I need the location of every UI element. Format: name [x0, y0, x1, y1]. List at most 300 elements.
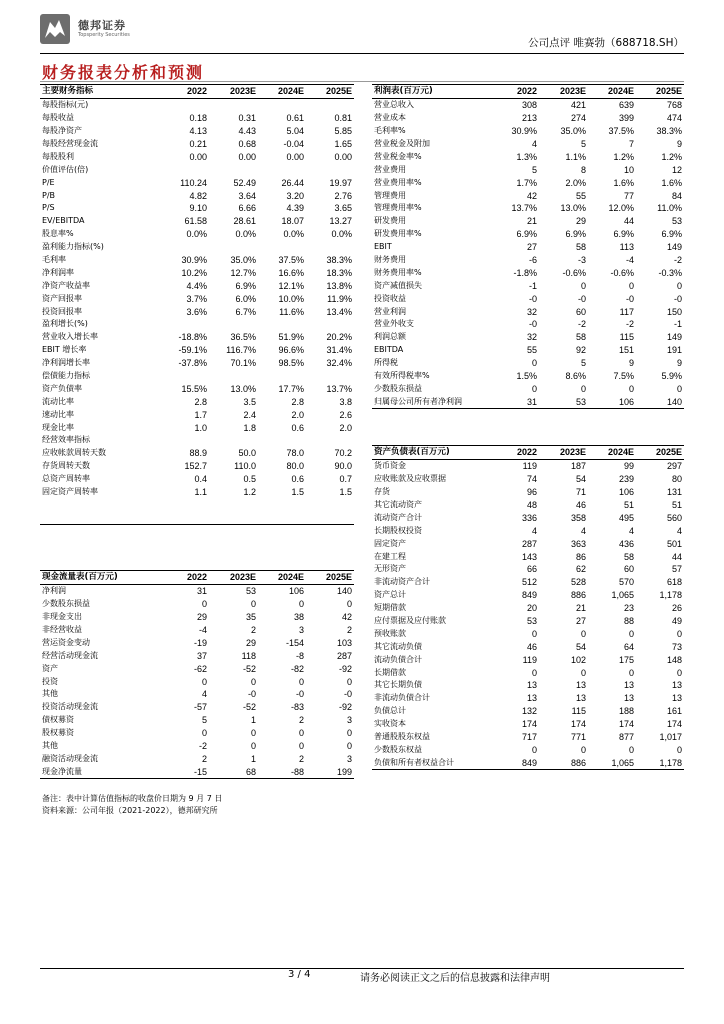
cell-value: 12: [671, 164, 682, 175]
row-label: 现金净流量: [40, 765, 160, 778]
row-label: 所得税: [374, 358, 398, 368]
cell-value: 3.20: [286, 190, 304, 201]
cell-value: 1: [250, 715, 256, 726]
cell-value: 0: [580, 280, 586, 291]
table-row: [372, 537, 684, 550]
cell-value: 35: [245, 612, 256, 623]
cell-value: -4: [625, 255, 634, 266]
cell-value: 0: [346, 728, 352, 739]
row-label: 非现金支出: [42, 612, 82, 622]
table-header-row: [40, 571, 354, 585]
cell-value: 1.1%: [565, 151, 586, 162]
cell-value: 11.0%: [657, 203, 682, 214]
row-label: P/E: [42, 177, 55, 187]
cell-value: 0.00: [286, 151, 304, 162]
cell-value: 2.4: [243, 409, 256, 420]
cell-value: [306, 511, 354, 524]
row-label: 无形资产: [374, 564, 406, 574]
cell-value: [209, 499, 258, 512]
cell-value: 6.9%: [661, 229, 682, 240]
cell-value: 2.8: [291, 396, 304, 407]
row-label: 财务费用: [374, 255, 406, 265]
cell-value: 26: [671, 603, 682, 614]
cell-value: 4.43: [238, 126, 256, 137]
row-label: 预收账款: [374, 628, 406, 638]
cell-value: 8: [580, 164, 586, 175]
cell-value: 336: [521, 512, 537, 523]
cell-value: 0: [250, 599, 256, 610]
cell-value: 71: [575, 487, 586, 498]
cell-value: [209, 318, 258, 331]
year-header: 2022: [160, 571, 209, 585]
row-label: 流动比率: [42, 396, 74, 406]
cell-value: 61.58: [184, 216, 207, 227]
table-row: [372, 357, 684, 370]
cell-value: 51.9%: [278, 332, 304, 343]
row-label: [40, 511, 160, 524]
cell-value: 0: [676, 744, 682, 755]
row-label: 经营活动现金流: [42, 650, 98, 660]
cell-value: -52: [242, 702, 256, 713]
table-row: [372, 318, 684, 331]
cell-value: [306, 434, 354, 447]
cell-value: 512: [521, 577, 537, 588]
row-label: 研发费用: [374, 216, 406, 226]
cell-value: 37: [196, 650, 207, 661]
note-line: 备注：表中计算估值指标的收盘价日期为 9 月 7 日: [42, 794, 223, 803]
table-row: [372, 692, 684, 705]
row-label: 盈利能力指标(%): [42, 242, 104, 252]
table-row: [372, 150, 684, 163]
row-label: [40, 499, 160, 512]
table-header-row: [372, 446, 684, 460]
year-header: 2022: [490, 446, 539, 460]
year-header: 2024E: [588, 85, 636, 99]
row-label: 管理费用率%: [374, 203, 422, 213]
cell-value: 88: [623, 616, 634, 627]
table-row: [40, 266, 354, 279]
table-row: [372, 550, 684, 563]
table-row: [40, 241, 354, 254]
cell-value: 0.61: [286, 113, 304, 124]
report-header: 公司点评 唯赛勃（688718.SH）: [528, 37, 684, 49]
cell-value: [160, 241, 209, 254]
row-label: 营业外收支: [374, 319, 414, 329]
row-label: 毛利率%: [374, 126, 406, 136]
cell-value: 11.9%: [327, 293, 352, 304]
cell-value: 1.6%: [613, 177, 634, 188]
cell-value: 0: [580, 667, 586, 678]
cell-value: 140: [636, 395, 684, 408]
row-label: 其它长期负债: [374, 680, 422, 690]
cell-value: 0.00: [238, 151, 256, 162]
row-label: 其它流动资产: [374, 500, 422, 509]
cell-value: 213: [521, 113, 537, 124]
cell-value: 42: [341, 612, 352, 623]
table-row: [40, 434, 354, 447]
row-label: 营业利润: [374, 306, 406, 316]
cell-value: 399: [618, 113, 634, 124]
cell-value: 29: [245, 637, 256, 648]
row-label: 营业税金及附加: [374, 139, 430, 148]
cell-value: 151: [618, 345, 634, 356]
year-header: 2024E: [258, 571, 306, 585]
cell-value: 274: [570, 113, 586, 124]
cell-value: 0: [628, 628, 634, 639]
table-row: [40, 765, 354, 778]
page-title: 财务报表分析和预测: [42, 63, 205, 82]
company-name-cn: 德邦证券: [78, 19, 126, 32]
cell-value: 21: [575, 603, 586, 614]
cell-value: 8.6%: [565, 371, 586, 382]
row-label: 资产负债率: [42, 383, 82, 393]
table-row: [372, 228, 684, 241]
cell-value: 13: [526, 680, 537, 691]
cell-value: 148: [666, 654, 682, 665]
page-number: 3 / 4: [288, 969, 311, 980]
row-label: 资产回报率: [42, 293, 82, 303]
cell-value: 886: [539, 756, 588, 769]
row-label: 非流动负债合计: [374, 693, 430, 703]
row-label: 净利润: [42, 586, 66, 596]
cell-value: 2: [298, 715, 304, 726]
table-row: [40, 675, 354, 688]
year-header: 2024E: [258, 85, 306, 99]
table-title: 现金流量表(百万元): [40, 571, 160, 585]
cell-value: -2: [673, 255, 682, 266]
cell-value: 10.0%: [278, 293, 304, 304]
cell-value: 46: [575, 500, 586, 510]
cell-value: 0: [298, 599, 304, 610]
cell-value: 877: [618, 732, 634, 743]
cell-value: 1.6%: [661, 177, 682, 188]
cell-value: 174: [521, 719, 537, 730]
row-label: 短期借款: [374, 603, 406, 613]
cell-value: 849: [490, 756, 539, 769]
cell-value: -2: [198, 741, 207, 752]
row-label: 营业总收入: [374, 100, 414, 110]
cell-value: 96.6%: [278, 345, 304, 356]
table-row: [372, 486, 684, 499]
cell-value: 2: [201, 753, 207, 764]
cell-value: 1.2%: [613, 151, 634, 162]
cell-value: -0.6%: [562, 267, 586, 278]
row-label: 营运资金变动: [42, 637, 90, 647]
cell-value: 13: [526, 693, 537, 704]
row-label: 营业税金率%: [374, 151, 422, 161]
cell-value: 175: [618, 654, 634, 665]
company-logo: [40, 14, 170, 44]
table-header-row: [372, 85, 684, 99]
cell-value: -19: [193, 637, 207, 648]
cell-value: [160, 98, 209, 111]
table-row: [40, 228, 354, 241]
cell-value: -6: [528, 255, 537, 266]
table-row: [372, 576, 684, 589]
cell-value: 2.0%: [565, 177, 586, 188]
cell-value: -88: [258, 765, 306, 778]
cell-value: -0.6%: [610, 267, 634, 278]
cell-value: 2.8: [194, 396, 207, 407]
cell-value: 1.5: [339, 487, 352, 498]
cell-value: [160, 511, 209, 524]
cell-value: 436: [618, 538, 634, 549]
cell-value: 3.6%: [186, 306, 207, 317]
cell-value: 15.5%: [181, 383, 207, 394]
cell-value: [258, 318, 306, 331]
company-name-en: Topsperity Securities: [78, 32, 130, 38]
table-row: [372, 459, 684, 472]
year-header: 2022: [490, 85, 539, 99]
table-row: [372, 138, 684, 151]
cell-value: 6.66: [238, 203, 256, 214]
row-label: 每股指标(元): [42, 100, 89, 110]
cell-value: 1.0: [194, 422, 207, 433]
cell-value: 10.2%: [181, 267, 207, 278]
row-label: 价值评估(倍): [42, 164, 89, 174]
cell-value: 3.8: [339, 396, 352, 407]
row-label: 货币资金: [374, 461, 406, 471]
cell-value: 118: [241, 650, 256, 661]
cell-value: 57: [671, 564, 682, 575]
row-label: 其他: [42, 741, 58, 751]
cell-value: [160, 434, 209, 447]
table-row: [372, 125, 684, 138]
financial-indicators-table: [40, 84, 354, 525]
row-label: 股息率%: [42, 229, 74, 239]
row-label: 经营效率指标: [42, 435, 90, 445]
cell-value: 358: [570, 512, 586, 523]
cell-value: 106: [618, 487, 634, 498]
cell-value: 2.76: [334, 190, 352, 201]
cell-value: 44: [671, 551, 682, 562]
cell-value: 132: [521, 706, 537, 717]
cell-value: 4: [628, 525, 634, 536]
cell-value: 0: [580, 744, 586, 755]
table-row: [372, 679, 684, 692]
row-label: 应收帐款周转天数: [42, 448, 106, 458]
cell-value: 3: [298, 625, 304, 635]
table-row: [40, 662, 354, 675]
cell-value: 0: [531, 744, 537, 755]
cell-value: 13.0%: [230, 383, 256, 394]
cell-value: -0: [625, 293, 634, 304]
cell-value: -3: [577, 255, 586, 266]
cell-value: [160, 370, 209, 383]
cell-value: -82: [290, 663, 304, 674]
table-row: [40, 584, 354, 597]
cell-value: [160, 499, 209, 512]
cell-value: 0: [531, 383, 537, 394]
cell-value: 0.18: [189, 113, 207, 124]
cell-value: 1.5%: [516, 371, 537, 382]
cash-flow-table: [40, 570, 354, 779]
cell-value: [209, 511, 258, 524]
source-line: 资料来源：公司年报（2021-2022），德邦研究所: [42, 806, 218, 815]
cell-value: 119: [522, 654, 537, 665]
cell-value: 9: [676, 358, 682, 369]
cell-value: 0: [628, 744, 634, 755]
cell-value: -0: [528, 319, 537, 330]
row-label: 毛利率: [42, 255, 66, 265]
cell-value: 96: [526, 487, 537, 498]
cell-value: 0: [346, 741, 352, 752]
table-row: [372, 279, 684, 292]
cell-value: 1,017: [659, 732, 682, 743]
cell-value: 1.8: [243, 422, 256, 433]
cell-value: 13: [623, 680, 634, 691]
cell-value: 13: [575, 693, 586, 704]
row-label: EBIT: [374, 242, 392, 252]
cell-value: 19.97: [329, 177, 352, 188]
row-label: 研发费用率%: [374, 229, 422, 239]
row-label: 总资产周转率: [42, 474, 90, 484]
cell-value: 4: [676, 525, 682, 536]
cell-value: [160, 318, 209, 331]
table-row: [40, 714, 354, 727]
cell-value: 0.0%: [186, 229, 207, 240]
cell-value: 149: [666, 332, 682, 343]
cell-value: 1.5: [291, 487, 304, 498]
cell-value: 115: [571, 706, 586, 717]
cell-value: 70.2: [334, 448, 352, 459]
cell-value: 187: [570, 461, 586, 472]
cell-value: 0: [250, 741, 256, 752]
cell-value: 42: [526, 190, 537, 201]
cell-value: -57: [193, 702, 207, 713]
cell-value: -154: [285, 637, 304, 648]
cell-value: 149: [666, 242, 682, 253]
table-row: [372, 266, 684, 279]
table-row: [372, 176, 684, 189]
table-row: [372, 524, 684, 537]
row-label: 每股收益: [42, 113, 74, 123]
row-label: 其它流动负债: [374, 641, 422, 651]
cell-value: 287: [336, 650, 352, 661]
cell-value: 0: [346, 676, 352, 687]
cell-value: 4.82: [189, 190, 207, 201]
company-logo-icon: [40, 14, 70, 44]
cell-value: -92: [338, 663, 352, 674]
cell-value: 3: [346, 715, 352, 726]
cell-value: 0.00: [334, 151, 352, 162]
cell-value: 5: [580, 358, 586, 369]
cell-value: 113: [619, 242, 634, 253]
row-label: 长期股权投资: [374, 525, 422, 535]
table-row: [372, 163, 684, 176]
cell-value: 29: [196, 612, 207, 623]
cell-value: 239: [618, 474, 634, 485]
cell-value: 174: [666, 719, 682, 730]
cell-value: 12.1%: [278, 280, 304, 291]
table-row: [372, 254, 684, 267]
cell-value: 30.9%: [511, 126, 537, 137]
row-label: 固定资产: [374, 538, 406, 548]
balance-sheet-table: [372, 445, 684, 770]
title-divider: [40, 81, 684, 82]
row-label: 应收账款及应收票据: [374, 474, 446, 484]
cell-value: 48: [526, 500, 537, 510]
cell-value: 52.49: [233, 177, 256, 188]
cell-value: 886: [570, 590, 586, 601]
cell-value: 88.9: [189, 448, 207, 459]
cell-value: 74: [526, 474, 537, 485]
cell-value: 27: [526, 242, 537, 253]
cell-value: 0.81: [334, 113, 352, 124]
cell-value: 37.5%: [608, 126, 634, 137]
cell-value: 53: [526, 616, 537, 627]
cell-value: 0.68: [238, 139, 256, 149]
table-row: [40, 511, 354, 524]
row-label: 每股股利: [42, 151, 74, 161]
table-row: [372, 705, 684, 718]
row-label: 少数股东权益: [374, 744, 422, 754]
cell-value: 16.6%: [278, 267, 304, 278]
row-label: EBITDA: [374, 345, 404, 355]
cell-value: [209, 163, 258, 176]
cell-value: 5: [531, 164, 537, 175]
table-row: [40, 740, 354, 753]
cell-value: -1.8%: [513, 267, 537, 278]
table-row: [372, 370, 684, 383]
table-row: [372, 395, 684, 408]
cell-value: 31: [196, 586, 207, 597]
year-header: 2025E: [636, 446, 684, 460]
row-label: 债权募资: [42, 715, 74, 725]
table-row: [40, 395, 354, 408]
cell-value: 2: [250, 625, 256, 635]
cell-value: [306, 499, 354, 512]
table-row: [40, 636, 354, 649]
cell-value: [306, 98, 354, 111]
cell-value: 31.4%: [326, 345, 352, 356]
row-label: 非经营收益: [42, 625, 82, 634]
row-label: 在建工程: [374, 551, 406, 561]
year-header: 2025E: [636, 85, 684, 99]
row-label: 资产减值损失: [374, 280, 422, 290]
table-row: [40, 344, 354, 357]
cell-value: 84: [671, 190, 682, 201]
cell-value: 495: [618, 512, 634, 523]
row-label: P/S: [42, 203, 55, 213]
cell-value: 1.2: [243, 487, 256, 498]
cell-value: 60: [623, 564, 634, 575]
table-title: 资产负债表(百万元): [372, 446, 490, 460]
table-row: [40, 98, 354, 111]
cell-value: 199: [306, 765, 354, 778]
cell-value: 501: [666, 538, 682, 549]
row-label: 负债和所有者权益合计: [372, 756, 490, 769]
cell-value: 26.44: [281, 177, 304, 188]
row-label: 管理费用: [374, 190, 406, 200]
cell-value: [306, 163, 354, 176]
cell-value: 1.2%: [661, 151, 682, 162]
row-label: 投资收益: [374, 293, 406, 303]
table-row: [40, 598, 354, 611]
cell-value: 0.4: [194, 474, 207, 485]
cell-value: 0.5: [243, 474, 256, 485]
cell-value: 12.0%: [608, 203, 634, 214]
table-row: [372, 98, 684, 111]
cell-value: 44: [623, 216, 634, 227]
row-label: 融资活动现金流: [42, 753, 98, 763]
row-label: 流动负债合计: [374, 654, 422, 664]
row-label: 营业费用率%: [374, 177, 422, 187]
cell-value: 1,065: [588, 756, 636, 769]
row-label: 少数股东损益: [42, 599, 90, 609]
table-row: [40, 688, 354, 701]
disclaimer: 请务必阅读正文之后的信息披露和法律声明: [360, 973, 550, 984]
